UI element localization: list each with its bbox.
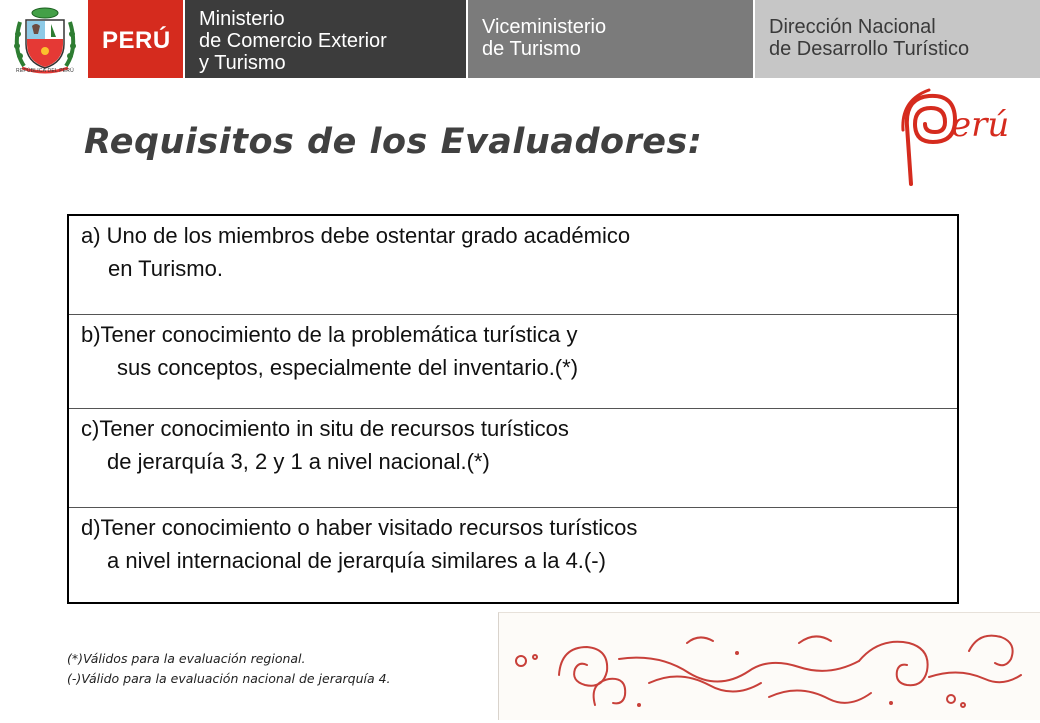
requirement-c-line-1: c)Tener conocimiento in situ de recursos turísticos xyxy=(81,416,569,441)
vice-ministry-block xyxy=(468,0,753,78)
requirement-d-line-1: d)Tener conocimiento o haber visitado recursos turísticos xyxy=(81,515,638,540)
direction-block xyxy=(755,0,1040,78)
peru-label: PERÚ xyxy=(102,27,171,54)
page-title: Requisitos de los Evaluadores: xyxy=(84,122,703,162)
footnote-regional: (*)Válidos para la evaluación regional. xyxy=(67,651,306,666)
ministry-line-3: y Turismo xyxy=(199,52,286,74)
requirement-row-a xyxy=(69,216,957,315)
ministry-line-1: Ministerio xyxy=(199,8,285,30)
vice-line-2: de Turismo xyxy=(482,38,581,60)
crest-caption: REPÚBLICA DEL PERÚ xyxy=(16,68,74,74)
requirement-row-d xyxy=(69,508,957,602)
direction-line-2: de Desarrollo Turístico xyxy=(769,38,970,60)
peru-brand-logo-icon xyxy=(893,86,1023,188)
requirement-d-line-2: a nivel internacional de jerarquía similares a la 4.(-) xyxy=(107,548,606,573)
direction-line-1: Dirección Nacional xyxy=(769,16,936,38)
requirement-row-c xyxy=(69,409,957,508)
requirement-a-line-1: a) Uno de los miembros debe ostentar grado académico xyxy=(81,223,631,248)
vice-line-1: Viceministerio xyxy=(482,16,607,38)
footnotes xyxy=(67,649,391,689)
requirement-b-line-1: b)Tener conocimiento de la problemática turística y xyxy=(81,322,578,347)
swirl-pattern-icon xyxy=(499,613,1039,719)
decorative-band xyxy=(498,612,1040,720)
coat-of-arms-icon xyxy=(10,4,80,76)
peru-label-block xyxy=(88,0,183,78)
requirements-table xyxy=(67,214,959,604)
header-banner xyxy=(0,0,1040,80)
brand-logo-text: erú xyxy=(951,105,1010,145)
requirement-row-b xyxy=(69,315,957,409)
requirement-a-line-2: en Turismo. xyxy=(108,256,223,281)
requirement-c-line-2: de jerarquía 3, 2 y 1 a nivel nacional.(*) xyxy=(107,449,490,474)
footnote-national: (-)Válido para la evaluación nacional de jerarquía 4. xyxy=(67,671,391,686)
ministry-line-2: de Comercio Exterior xyxy=(199,30,387,52)
ministry-block xyxy=(185,0,466,78)
requirement-b-line-2: sus conceptos, especialmente del inventario.(*) xyxy=(117,355,579,380)
